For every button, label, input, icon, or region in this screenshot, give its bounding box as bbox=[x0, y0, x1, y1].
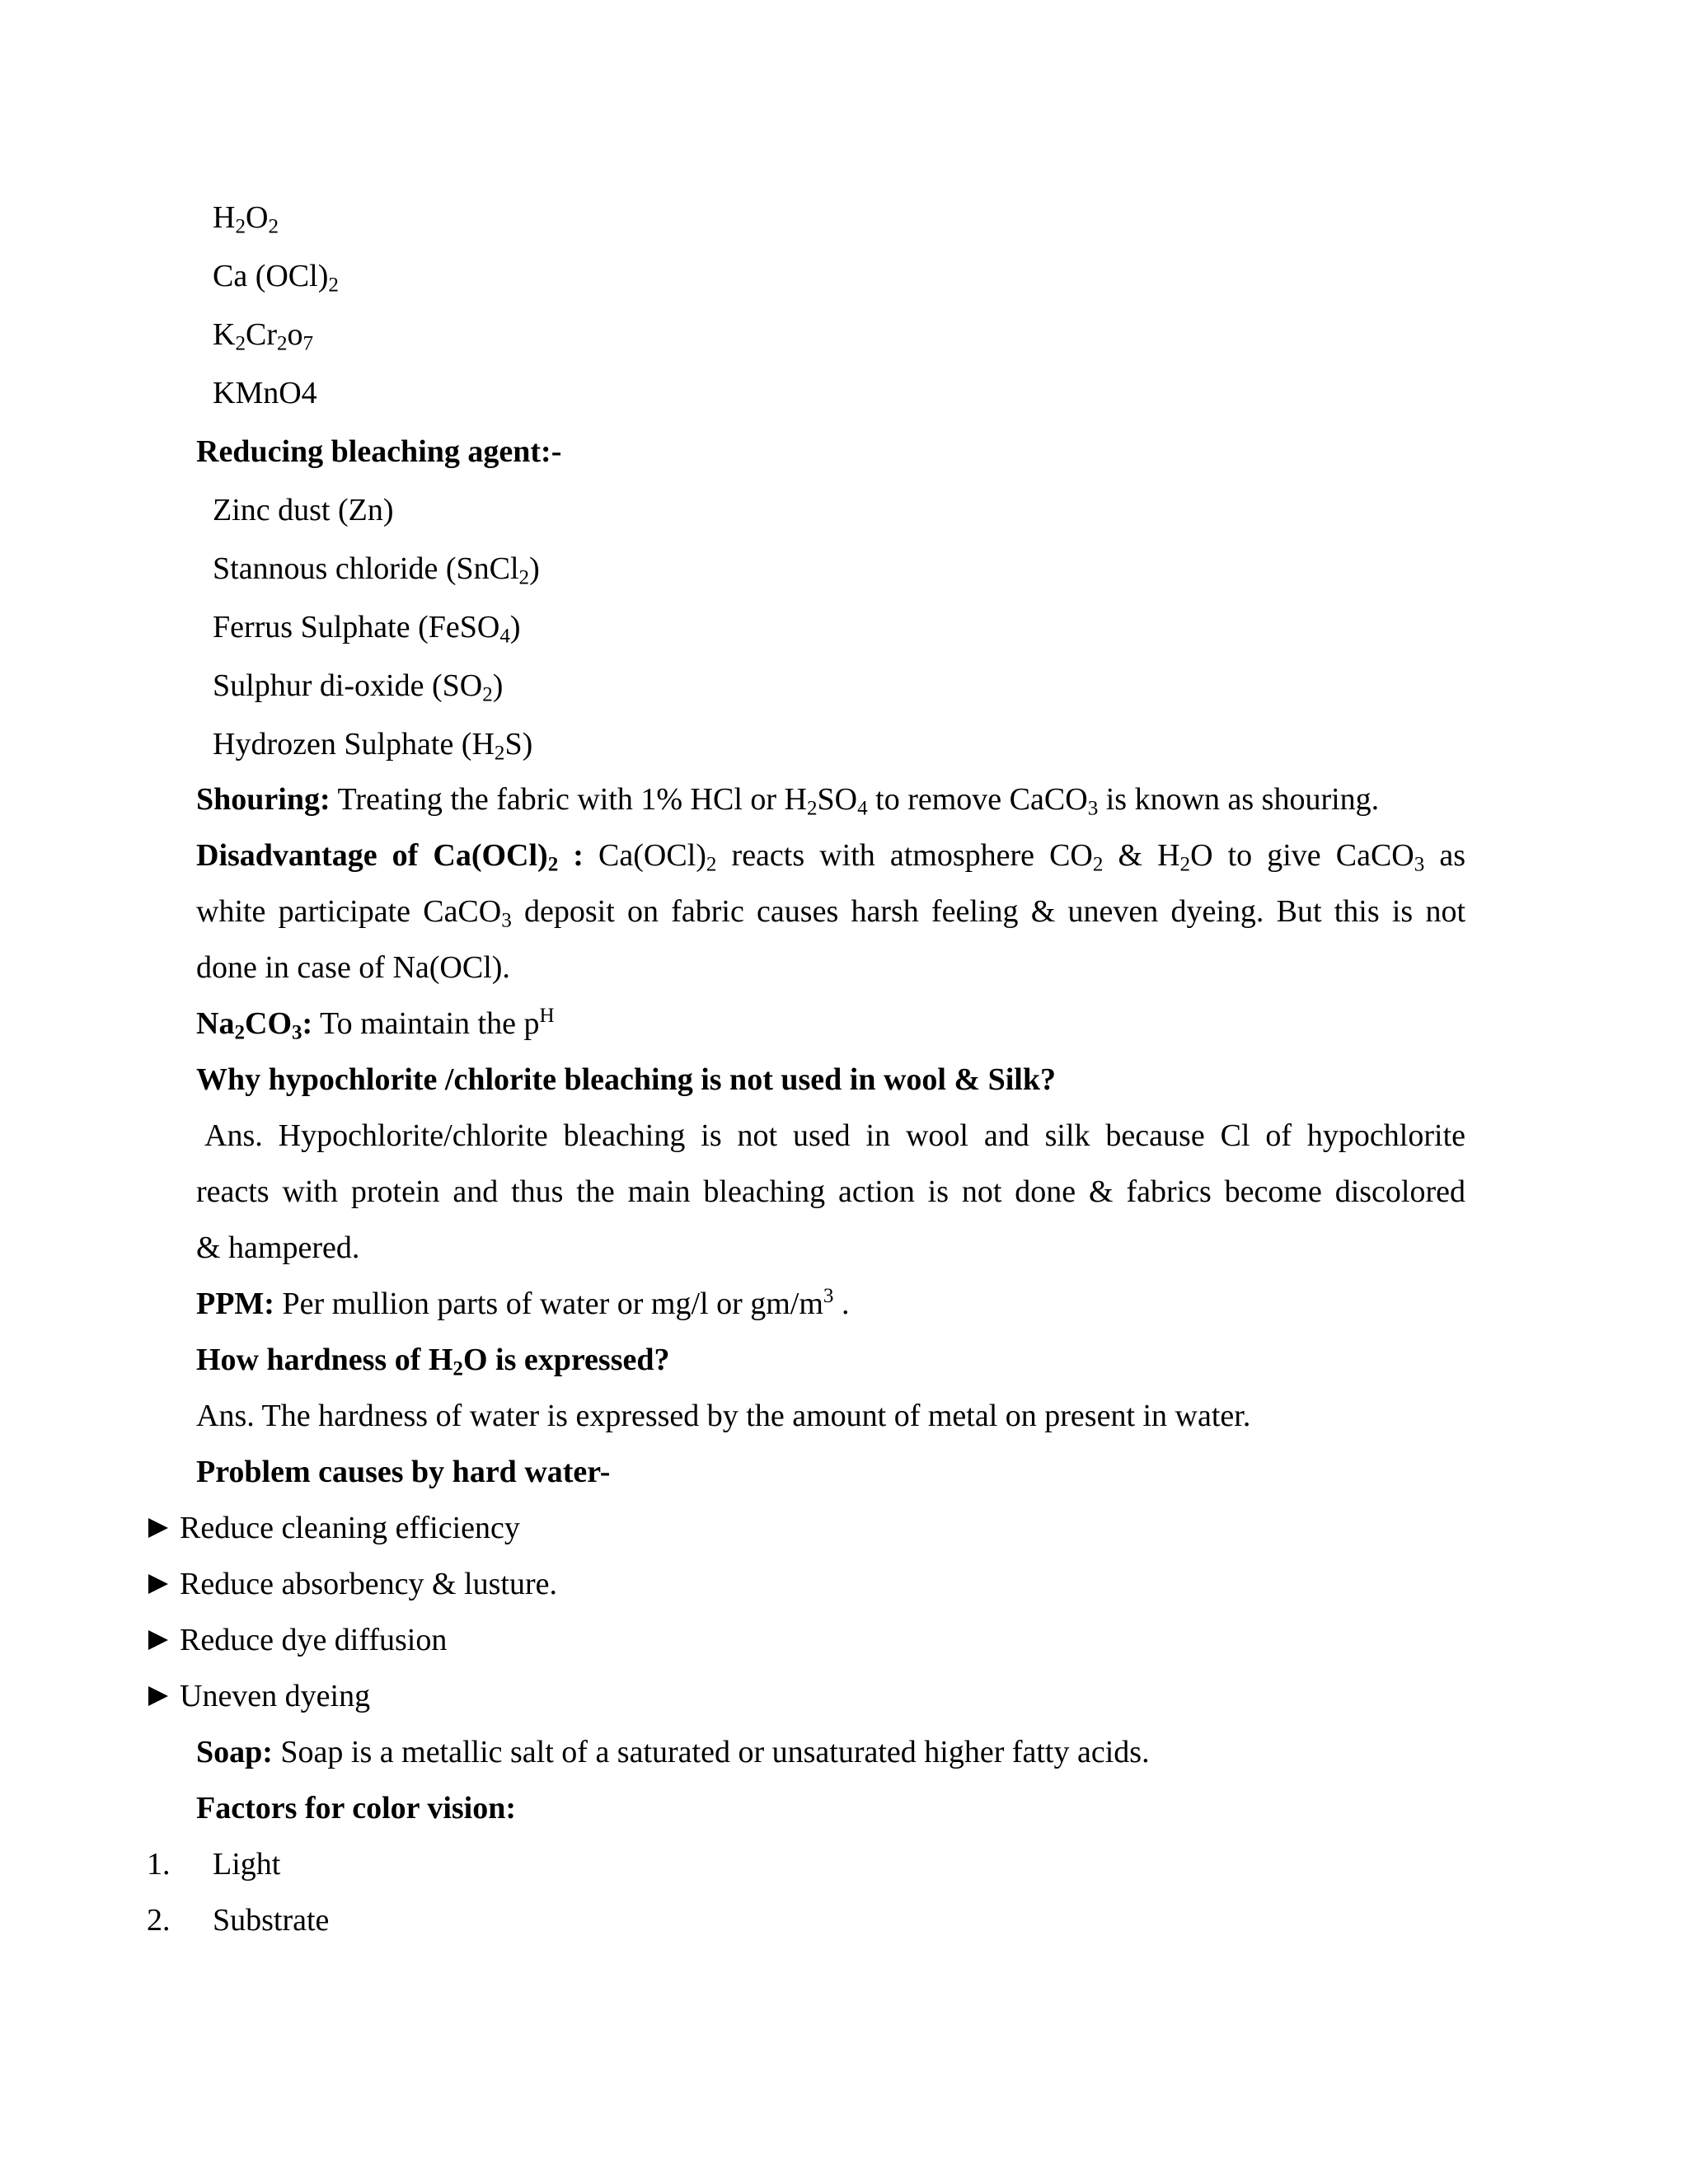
arrow-bullet-icon bbox=[148, 1676, 168, 1716]
na2co3-term: $Na_2CO_3$: bbox=[196, 1006, 313, 1044]
disadvantage-line-2: white participate CaCO$_3$ deposit on fabric causes harsh feeling & uneven dyeing. But this is not bbox=[196, 894, 1465, 932]
why-answer-line-3: & hampered. bbox=[196, 1230, 360, 1265]
why-question: Why hypochlorite /chlorite bleaching is not used in wool & Silk? bbox=[196, 1062, 1056, 1097]
reducing-item-zinc: Zinc dust (Zn) bbox=[213, 493, 394, 527]
list-number: 2. bbox=[147, 1903, 171, 1938]
oxidizer-k2cr2o7: $K_2Cr_2o_7$ bbox=[213, 317, 314, 355]
problem-item: Reduce cleaning efficiency bbox=[180, 1511, 520, 1545]
color-vision-item: Substrate bbox=[213, 1903, 330, 1938]
problem-item: Uneven dyeing bbox=[180, 1679, 371, 1713]
shouring-paragraph: Shouring: Treating the fabric with 1% HCl or $H_2SO_4$ to remove CaCO$_3$ is known as shouring. bbox=[196, 782, 1380, 820]
oxidizer-h2o2: $H_2O_2$ bbox=[213, 200, 279, 238]
why-answer-line-2: reacts with protein and thus the main bleaching action is not done & fabrics become discolored bbox=[196, 1174, 1465, 1209]
problem-item: Reduce dye diffusion bbox=[180, 1623, 448, 1657]
na2co3-paragraph: $Na_2CO_3$: To maintain the $p^H$ bbox=[196, 1005, 555, 1044]
reducing-item-feso4: Ferrus Sulphate (FeSO$_4$) bbox=[213, 610, 521, 648]
color-vision-item: Light bbox=[213, 1847, 281, 1882]
oxidizer-caocl2: Ca $(OCl)_2$ bbox=[213, 259, 339, 297]
ppm-paragraph: PPM: Per mullion parts of water or mg/l or $gm/m^3$ . bbox=[196, 1285, 850, 1321]
disadvantage-term: Disadvantage of $Ca(OCl)_2$ : bbox=[196, 838, 584, 876]
list-number: 1. bbox=[147, 1847, 171, 1882]
arrow-bullet-icon bbox=[148, 1508, 168, 1548]
reducing-heading: Reducing bleaching agent:- bbox=[196, 434, 562, 469]
color-vision-heading: Factors for color vision: bbox=[196, 1791, 517, 1825]
disadvantage-line-3: done in case of Na(OCl). bbox=[196, 950, 510, 985]
problems-heading: Problem causes by hard water- bbox=[196, 1455, 611, 1489]
soap-term: Soap: bbox=[196, 1735, 273, 1769]
why-answer-line-1: Ans. Hypochlorite/chlorite bleaching is not used in wool and silk because Cl of hypochlorite bbox=[204, 1118, 1465, 1153]
reducing-item-sncl2: Stannous chloride (SnCl$_2$) bbox=[213, 551, 540, 589]
hardness-answer: Ans. The hardness of water is expressed by the amount of metal on present in water. bbox=[196, 1399, 1251, 1433]
oxidizer-kmno4: KMnO4 bbox=[213, 376, 317, 410]
soap-paragraph: Soap: Soap is a metallic salt of a saturated or unsaturated higher fatty acids. bbox=[196, 1735, 1150, 1769]
shouring-term: Shouring: bbox=[196, 782, 331, 817]
arrow-bullet-icon bbox=[148, 1620, 168, 1660]
disadvantage-line-1: Disadvantage of $Ca(OCl)_2$ : $Ca(OCl)_2$ reacts with atmosphere $CO_2$ & $H_2O$ to give CaCO$_3$ as bbox=[196, 838, 1466, 876]
ppm-term: PPM: bbox=[196, 1286, 274, 1321]
reducing-item-so2: Sulphur di-oxide $(SO_2)$ bbox=[213, 668, 504, 706]
hardness-question: How hardness of $H_2O$ is expressed? bbox=[196, 1343, 670, 1380]
reducing-item-h2s: Hydrozen Sulphate $(H_2S)$ bbox=[213, 727, 533, 765]
problem-item: Reduce absorbency & lusture. bbox=[180, 1567, 557, 1601]
arrow-bullet-icon bbox=[148, 1564, 168, 1604]
